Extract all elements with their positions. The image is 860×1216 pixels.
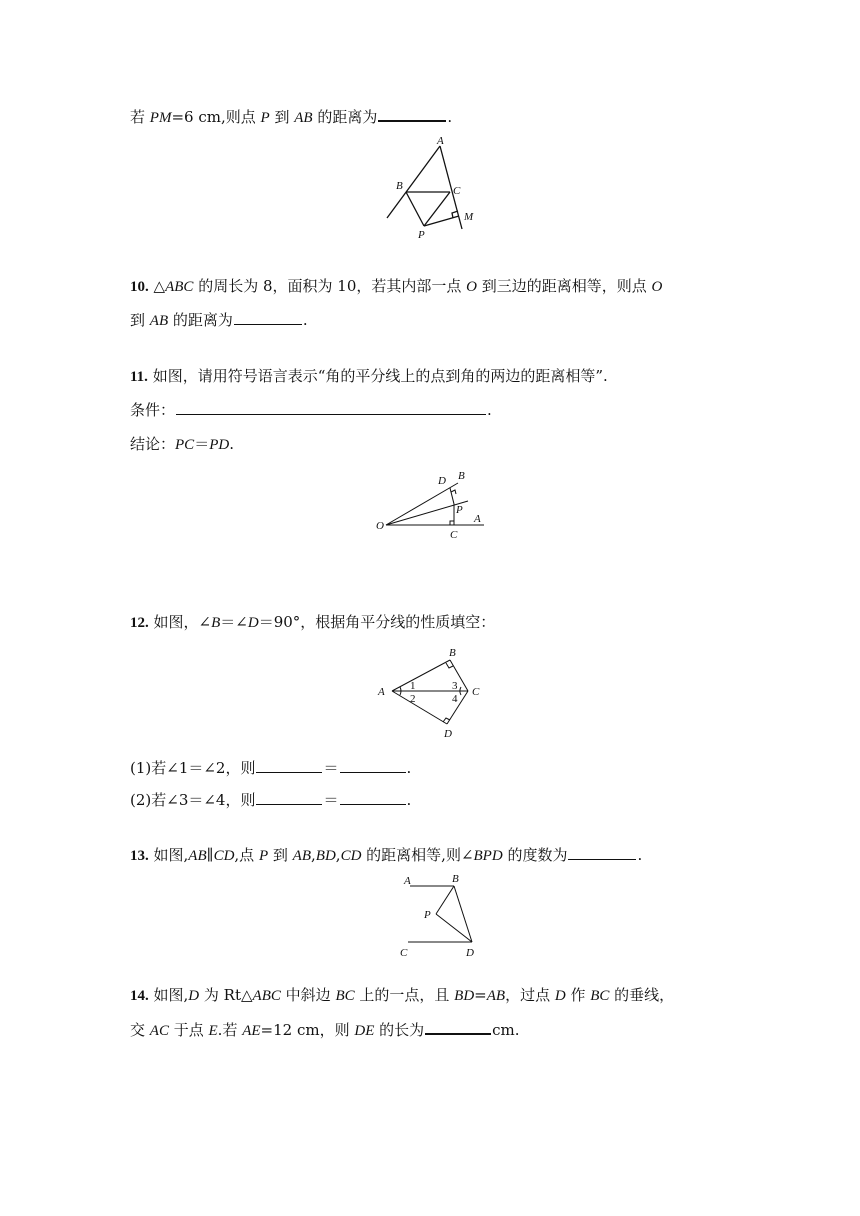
label-d: D [466,947,474,959]
q13-ab: AB [292,848,311,864]
answer-blank[interactable] [256,790,322,805]
figure-q9 [382,134,482,244]
q9-p: P [260,110,270,126]
q14-text: 上的一点，且 [354,986,455,1004]
segment-pd [436,914,472,942]
q10-text: △ [153,277,166,295]
label-c: C [453,185,461,197]
q9-ab: AB [294,110,313,126]
q12-part2 [130,790,411,810]
q9-text: 若 [130,108,150,126]
answer-blank[interactable] [256,758,322,773]
q13-text: 的距离相等,则∠ [361,846,474,864]
segment-pm [424,216,459,226]
q11-text: 如图，请用符号语言表示“角的平分线上的点到角的两边的距离相等”. [147,367,608,385]
figure-q11 [372,466,502,541]
q10-o: O [651,279,663,295]
q14-text: 为 Rt△ [199,986,253,1004]
q14-text: .若 [217,1021,243,1039]
label-angle-1: 1 [410,680,416,692]
label-a: A [474,513,481,525]
q14-bc: BC [335,988,355,1004]
question-number: 14. [130,988,149,1004]
q9-text: 的距离为 [312,108,378,126]
condition-blank[interactable] [176,400,486,415]
q9-text: . [447,108,453,126]
q10-text: 到 [130,311,150,329]
segment-ab [392,660,450,691]
q12-text: ＝ [323,791,339,809]
q12-text: ＝ [323,759,339,777]
label-m: M [464,211,474,223]
label-c: C [400,947,408,959]
q13-bpd: BPD [473,848,503,864]
condition-label: 条件： [130,401,176,419]
label-angle-2: 2 [410,693,416,705]
q10-text: 的距离为 [168,311,233,329]
q12-line1 [130,612,495,633]
segment-cp [424,192,450,226]
q13-line [130,845,642,866]
q10-text: . [302,311,308,329]
q14-text: 交 [130,1021,150,1039]
label-angle-4: 4 [452,693,458,705]
label-angle-3: 3 [452,680,458,692]
label-a: A [437,135,444,147]
label-a: A [378,686,385,698]
label-d: D [444,728,452,740]
q12-text: . [406,791,412,809]
q11-text: ＝ [194,435,210,453]
q14-text: 于点 [168,1021,209,1039]
q10-line2 [130,310,308,331]
q14-text: cm. [492,1021,520,1039]
q9-line [130,106,452,128]
q14-de: DE [354,1023,375,1039]
q11-pd: PD [209,437,230,453]
q14-d: D [554,988,566,1004]
q14-line2 [130,1019,520,1041]
answer-blank[interactable] [378,106,446,122]
conclusion-label: 结论： [130,435,176,453]
q13-text: , [311,846,316,864]
label-p: P [418,229,425,241]
q11-pc: PC [175,437,195,453]
segment-ad [392,691,447,724]
q13-text: , [335,846,341,864]
q13-ab: AB [188,848,207,864]
q10-line1 [130,276,662,297]
q12-text: (1)若∠1＝∠2，则 [130,759,256,777]
q11-conclusion [130,434,234,455]
q12-part1 [130,758,411,778]
q12-text: ＝∠ [220,613,248,631]
right-angle-mark-c [450,521,454,525]
label-o: O [376,520,384,532]
q14-bc: BC [590,988,610,1004]
answer-blank[interactable] [425,1019,491,1035]
q14-ab: AB [486,988,506,1004]
label-d: D [438,475,446,487]
figure-q13 [396,870,506,960]
q11-condition [130,400,492,420]
q12-text: ＝90°，根据角平分线的性质填空： [258,613,496,631]
question-number: 13. [130,848,149,864]
label-b: B [396,180,403,192]
figure-q12 [372,642,492,742]
label-p: P [456,504,463,516]
q14-text: 中斜边 [280,986,336,1004]
q11-line1 [130,366,608,387]
answer-blank[interactable] [340,790,406,805]
q13-text: ,点 [234,846,259,864]
q10-ab: AB [149,313,169,329]
q14-d: D [188,988,200,1004]
q14-ac: AC [149,1023,169,1039]
q12-text: 如图，∠ [148,613,212,631]
q13-text: 到 [268,846,293,864]
q10-abc: ABC [165,279,194,295]
label-b: B [452,873,459,885]
q11-text: . [229,435,234,453]
question-number: 11. [130,369,148,385]
q10-text: 的周长为 8，面积为 10，若其内部一点 [193,277,467,295]
q14-bd: BD [454,988,475,1004]
label-b: B [458,470,465,482]
segment-bp [406,192,424,226]
q14-text: 如图, [148,986,189,1004]
question-number: 12. [130,615,149,631]
q12-b: B [211,615,221,631]
segment-bd [454,886,472,942]
label-p: P [424,909,431,921]
q9-text: =6 cm,则点 [171,108,261,126]
q10-o: O [466,279,477,295]
answer-blank[interactable] [340,758,406,773]
answer-blank[interactable] [234,310,302,325]
q13-bd: BD [315,848,336,864]
q14-text: 的长为 [374,1021,425,1039]
q13-p: P [258,848,269,864]
label-a: A [404,875,411,887]
q14-e: E [208,1023,218,1039]
q9-text: 到 [269,108,295,126]
q14-text: ，过点 [505,986,555,1004]
q12-text: . [406,759,412,777]
q13-text: 如图, [148,846,189,864]
q13-text: ∥ [206,846,214,864]
q12-text: (2)若∠3＝∠4，则 [130,791,256,809]
q13-cd: CD [340,848,362,864]
q14-text: 的垂线， [609,986,675,1004]
q14-ae: AE [242,1023,261,1039]
question-number: 10. [130,279,149,295]
label-c: C [450,529,458,541]
q10-text: 到三边的距离相等，则点 [476,277,652,295]
ray-ob [386,483,458,525]
q13-text: 的度数为 [502,846,568,864]
label-c: C [472,686,480,698]
q13-text: . [637,846,643,864]
q14-text: =12 cm，则 [260,1021,355,1039]
q9-pm: PM [149,110,172,126]
q14-line1 [130,985,674,1006]
q12-d: D [247,615,259,631]
segment-bp [436,886,454,914]
answer-blank[interactable] [568,845,636,860]
segment-dc [447,691,468,724]
q14-abc: ABC [252,988,281,1004]
q13-cd: CD [213,848,235,864]
label-b: B [449,647,456,659]
q14-text: = [474,986,487,1004]
q14-text: 作 [565,986,591,1004]
q11-text: . [487,401,492,419]
